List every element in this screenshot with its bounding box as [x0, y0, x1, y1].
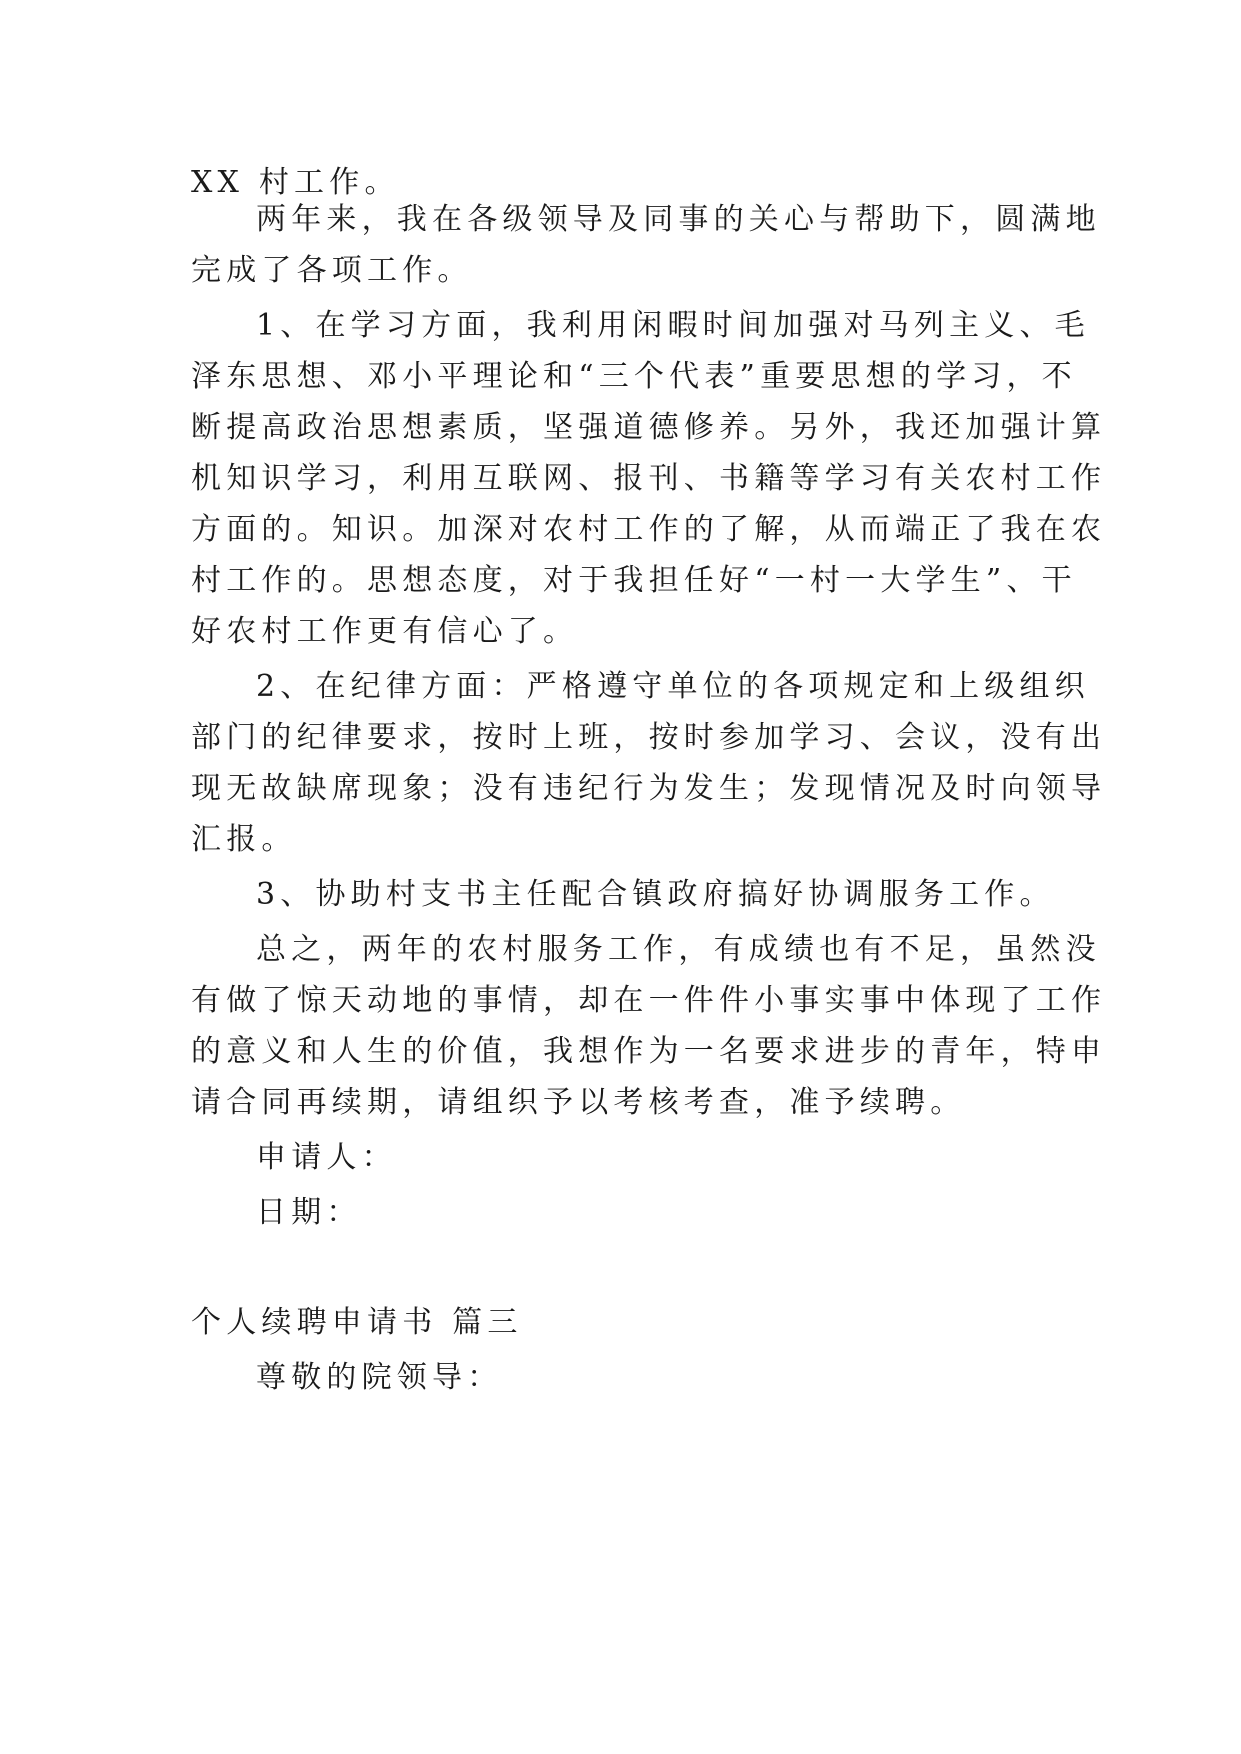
signature-label: 申请人： [256, 1140, 397, 1175]
section-heading: 个人续聘申请书 篇三 [191, 1305, 523, 1340]
paragraph-line: 2、在纪律方面：严格遵守单位的各项规定和上级组织 [256, 669, 1090, 704]
paragraph-line: 有做了惊天动地的事情，却在一件件小事实事中体现了工作 [191, 983, 1107, 1018]
paragraph-line: 汇报。 [191, 822, 297, 857]
paragraph-line: 1、在学习方面，我利用闲暇时间加强对马列主义、毛 [256, 308, 1090, 343]
paragraph-line: XX 村工作。 [191, 165, 400, 200]
paragraph-line: 现无故缺席现象；没有违纪行为发生；发现情况及时向领导 [191, 771, 1107, 806]
date-label: 日期： [256, 1195, 362, 1230]
paragraph-line: 断提高政治思想素质，坚强道德修养。另外，我还加强计算 [191, 410, 1107, 445]
paragraph-line: 总之，两年的农村服务工作，有成绩也有不足，虽然没 [256, 932, 1101, 967]
paragraph-line: 好农村工作更有信心了。 [191, 614, 579, 649]
paragraph-line: 泽东思想、邓小平理论和“三个代表”重要思想的学习，不 [191, 359, 1077, 394]
paragraph-line: 的意义和人生的价值，我想作为一名要求进步的青年，特申 [191, 1034, 1107, 1069]
paragraph-line: 3、协助村支书主任配合镇政府搞好协调服务工作。 [256, 877, 1055, 912]
paragraph-line: 方面的。知识。加深对农村工作的了解，从而端正了我在农 [191, 512, 1107, 547]
paragraph-line: 村工作的。思想态度，对于我担任好“一村一大学生”、干 [191, 563, 1077, 598]
paragraph-line: 完成了各项工作。 [191, 253, 473, 288]
paragraph-line: 机知识学习，利用互联网、报刊、书籍等学习有关农村工作 [191, 461, 1107, 496]
paragraph-line: 请合同再续期，请组织予以考核考查，准予续聘。 [191, 1085, 966, 1120]
paragraph-line: 部门的纪律要求，按时上班，按时参加学习、会议，没有出 [191, 720, 1107, 755]
salutation: 尊敬的院领导： [256, 1360, 503, 1395]
paragraph-line: 两年来，我在各级领导及同事的关心与帮助下，圆满地 [256, 202, 1101, 237]
